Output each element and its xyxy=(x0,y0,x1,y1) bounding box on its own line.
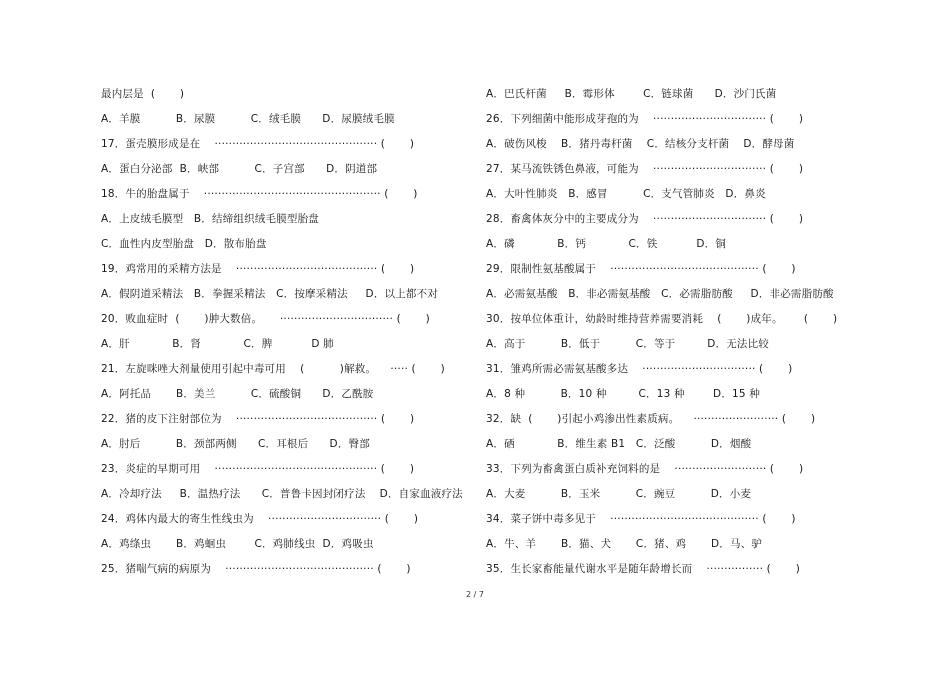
question-line: 32．缺 ( )引起小鸡渗出性素质病。 ························ ( ) xyxy=(486,413,816,425)
answer-options: A．阿托品 B．美兰 C．硫酸铜 D．乙酰胺 xyxy=(101,388,374,400)
answer-options: A．8 种 B．10 种 C．13 种 D．15 种 xyxy=(486,388,761,400)
answer-options: A．必需氨基酸 B．非必需氨基酸 C．必需脂肪酸 D．非必需脂肪酸 xyxy=(486,288,834,300)
answer-options: A．假阴道采精法 B．拳握采精法 C．按摩采精法 D．以上都不对 xyxy=(101,288,439,300)
question-line: 17．蛋壳膜形成是在 ·············································· ( ) xyxy=(101,138,415,150)
question-line: 34．菜子饼中毒多见于 ·········································· ( ) xyxy=(486,513,796,525)
left-column xyxy=(101,82,463,582)
question-line: 24．鸡体内最大的寄生性线虫为 ································ ( ) xyxy=(101,513,419,525)
answer-options: A．冷却疗法 B．温热疗法 C．普鲁卡因封闭疗法 D．自家血液疗法 xyxy=(101,488,463,500)
answer-options: A．巴氏杆菌 B．霉形体 C．链球菌 D．沙门氏菌 xyxy=(486,88,777,100)
answer-options: A．破伤风梭 B．猪丹毒杆菌 C．结核分支杆菌 D．酵母菌 xyxy=(486,138,795,150)
answer-options: A．磷 B．钙 C．铁 D．铜 xyxy=(486,238,727,250)
question-line: 33．下列为畜禽蛋白质补充饲料的是 ·························· ( ) xyxy=(486,463,804,475)
question-line: 18．牛的胎盘属于 ·················································· ( ) xyxy=(101,188,418,200)
question-line: 29．限制性氨基酸属于 ·········································· ( ) xyxy=(486,263,796,275)
question-line: 30．按单位体重计，幼龄时维持营养需要消耗 ( )成年。 ( ) xyxy=(486,313,838,325)
question-line: 31．雏鸡所需必需氨基酸多达 ································ ( ) xyxy=(486,363,793,375)
answer-options: A．羊膜 B．尿膜 C．绒毛膜 D．尿膜绒毛膜 xyxy=(101,113,395,125)
answer-options: A．蛋白分泌部 B．峡部 C．子宫部 D．阴道部 xyxy=(101,163,378,175)
answer-options: A．硒 B．维生素 B1 C．泛酸 D．烟酸 xyxy=(486,438,752,450)
answer-options: A．肘后 B．颈部两侧 C．耳根后 D．臀部 xyxy=(101,438,370,450)
question-line: 25．猪喘气病的病原为 ·········································· ( ) xyxy=(101,563,411,575)
right-column xyxy=(486,82,838,582)
answer-options: A．大叶性肺炎 B．感冒 C．支气管肺炎 D．鼻炎 xyxy=(486,188,766,200)
question-line: 23．炎症的早期可用 ·············································· ( ) xyxy=(101,463,415,475)
question-line: 28．畜禽体灰分中的主要成分为 ································ ( ) xyxy=(486,213,804,225)
answer-options: A．牛、羊 B．猫、犬 C．猪、鸡 D．马、驴 xyxy=(486,538,763,550)
answer-options: A．鸡绦虫 B．鸡蛔虫 C．鸡肺线虫 D．鸡吸虫 xyxy=(101,538,374,550)
question-line: 19．鸡常用的采精方法是 ········································ ( ) xyxy=(101,263,415,275)
question-line: 35．生长家畜能量代谢水平是随年龄增长而 ················ ( ) xyxy=(486,563,801,575)
question-line: 26．下列细菌中能形成芽孢的为 ································ ( ) xyxy=(486,113,804,125)
question-line: 20．败血症时 ( )肿大数倍。 ································ ( ) xyxy=(101,313,430,325)
answer-options: A．肝 B．肾 C．脾 D 肺 xyxy=(101,338,334,350)
question-line: 最内层是 ( ) xyxy=(101,88,185,100)
question-line: 21．左旋咪唑大剂量使用引起中毒可用 ( )解救。 ····· ( ) xyxy=(101,363,445,375)
question-line: 22．猪的皮下注射部位为 ········································ ( ) xyxy=(101,413,415,425)
page-number: 2 / 7 xyxy=(466,590,484,599)
answer-options: A．上皮绒毛膜型 B．结缔组织绒毛膜型胎盘 xyxy=(101,213,319,225)
answer-options: C．血性内皮型胎盘 D．散布胎盘 xyxy=(101,238,267,250)
answer-options: A．大麦 B．玉米 C．豌豆 D．小麦 xyxy=(486,488,752,500)
question-line: 27．某马流铁锈色鼻液，可能为 ································ ( ) xyxy=(486,163,804,175)
answer-options: A．高于 B．低于 C．等于 D．无法比较 xyxy=(486,338,769,350)
